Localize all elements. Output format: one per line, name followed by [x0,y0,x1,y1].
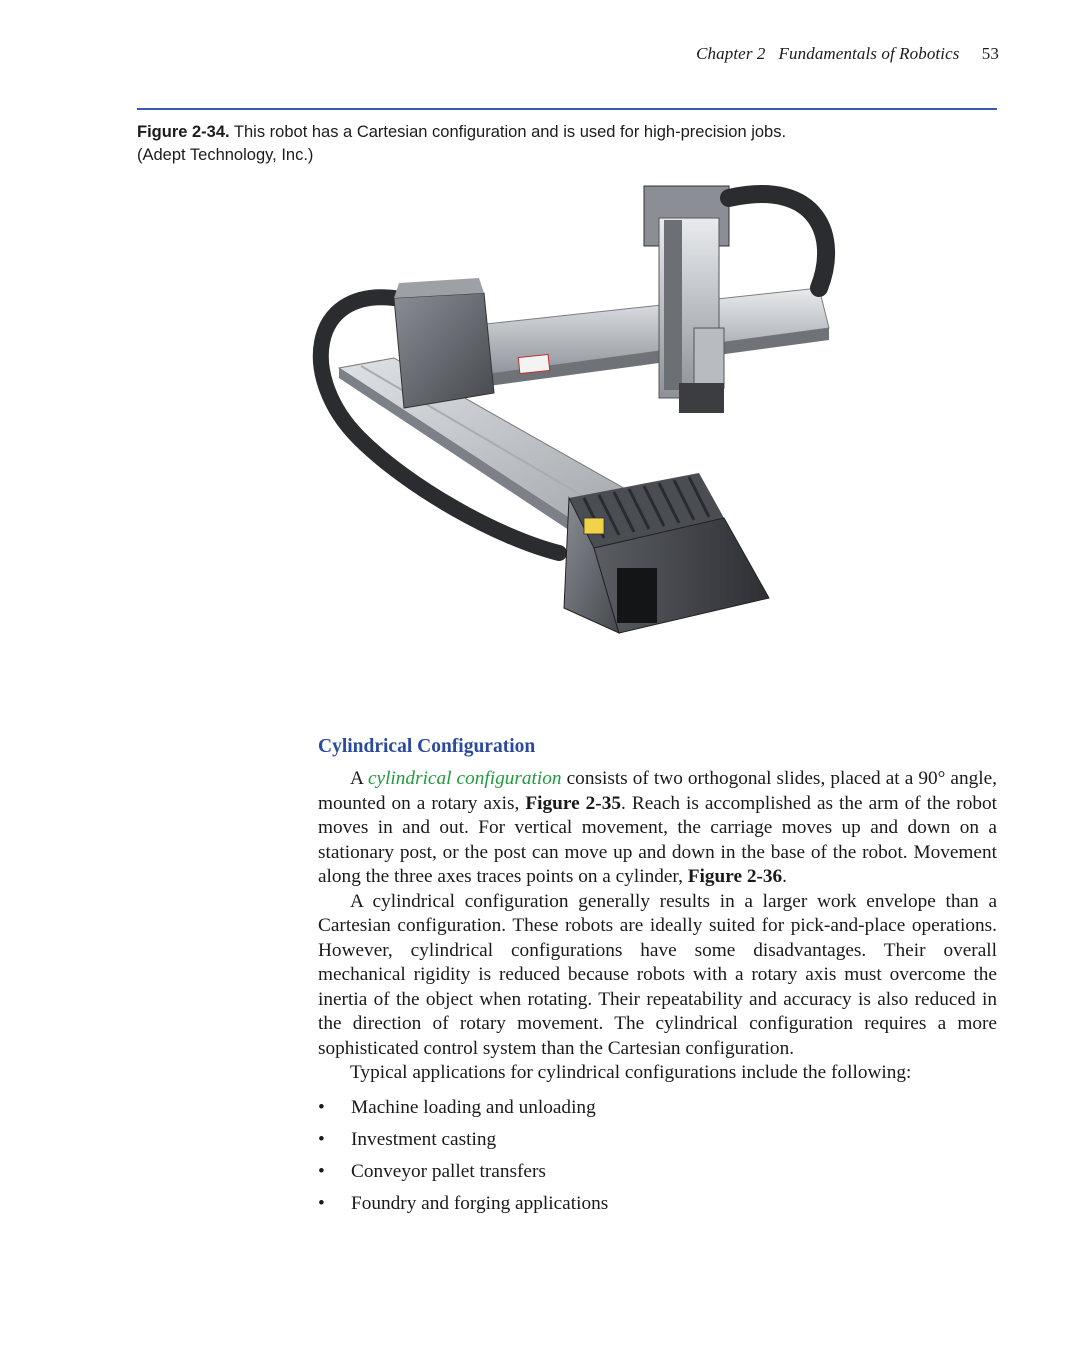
list-item [318,1192,997,1217]
list-item [318,1096,997,1121]
key-term: cylindrical configuration [367,768,562,789]
bullet-icon: • [318,1096,325,1118]
list-item-text: Machine loading and unloading [351,1096,596,1118]
bullet-icon: • [318,1128,325,1150]
figure-caption-text: This robot has a Cartesian configuration and is used for high-precision jobs. [233,123,787,141]
page-number: 53 [981,44,999,63]
caption-rule [137,108,997,110]
list-item-text: Foundry and forging applications [351,1193,609,1215]
p1-text-2: . Reach is accomplished as the arm of the robot moves in and out. For vertical movement, the carriage moves up and down on a stationary post, or the post can move up and down in the base of the robot. Movement along the three axes traces points on a cylinder, [318,792,997,887]
figure-ref-2-36: Figure 2-36 [687,866,783,887]
figure-ref-2-35: Figure 2-35 [525,792,621,814]
running-head [696,44,999,64]
cartesian-robot-photo [299,178,839,653]
list-item [318,1128,997,1153]
p1-text-3: . [782,866,787,887]
p1-text-1: consists of two orthogonal slides, placed at a 90° angle, mounted on a rotary axis, [318,768,998,814]
list-item [318,1160,997,1185]
list-item-text: Conveyor pallet transfers [351,1161,546,1183]
section-heading: Cylindrical Configuration [318,736,536,757]
figure-caption [137,121,997,167]
p1-lead: A [350,768,368,789]
paragraph-1 [318,767,997,890]
figure-label: Figure 2-34. [137,123,230,141]
paragraph-3: Typical applications for cylindrical configurations include the following: [350,1062,912,1083]
figure-credit: (Adept Technology, Inc.) [137,146,314,164]
chapter-label: Chapter 2 [696,44,766,63]
paragraph-2: A cylindrical configuration generally results in a larger work envelope than a Cartesian configuration. These robots are ideally suited for pick-and-place operations. However, cylindrical configurations have some disadvantages. Their overall mechanical rigidity is reduced because robots with a rotary axis must overcome the inertia of the object when rotating. Their repeatability and accuracy is also reduced in the direction of rotary movement. The cylindrical configuration requires a more sophisticated control system than the Cartesian configuration. [318,890,997,1059]
applications-list [318,1096,997,1217]
body-text [318,767,997,1225]
bullet-icon: • [318,1161,325,1183]
list-item-text: Investment casting [351,1128,497,1150]
chapter-title: Fundamentals of Robotics [778,44,960,63]
bullet-icon: • [318,1193,325,1215]
